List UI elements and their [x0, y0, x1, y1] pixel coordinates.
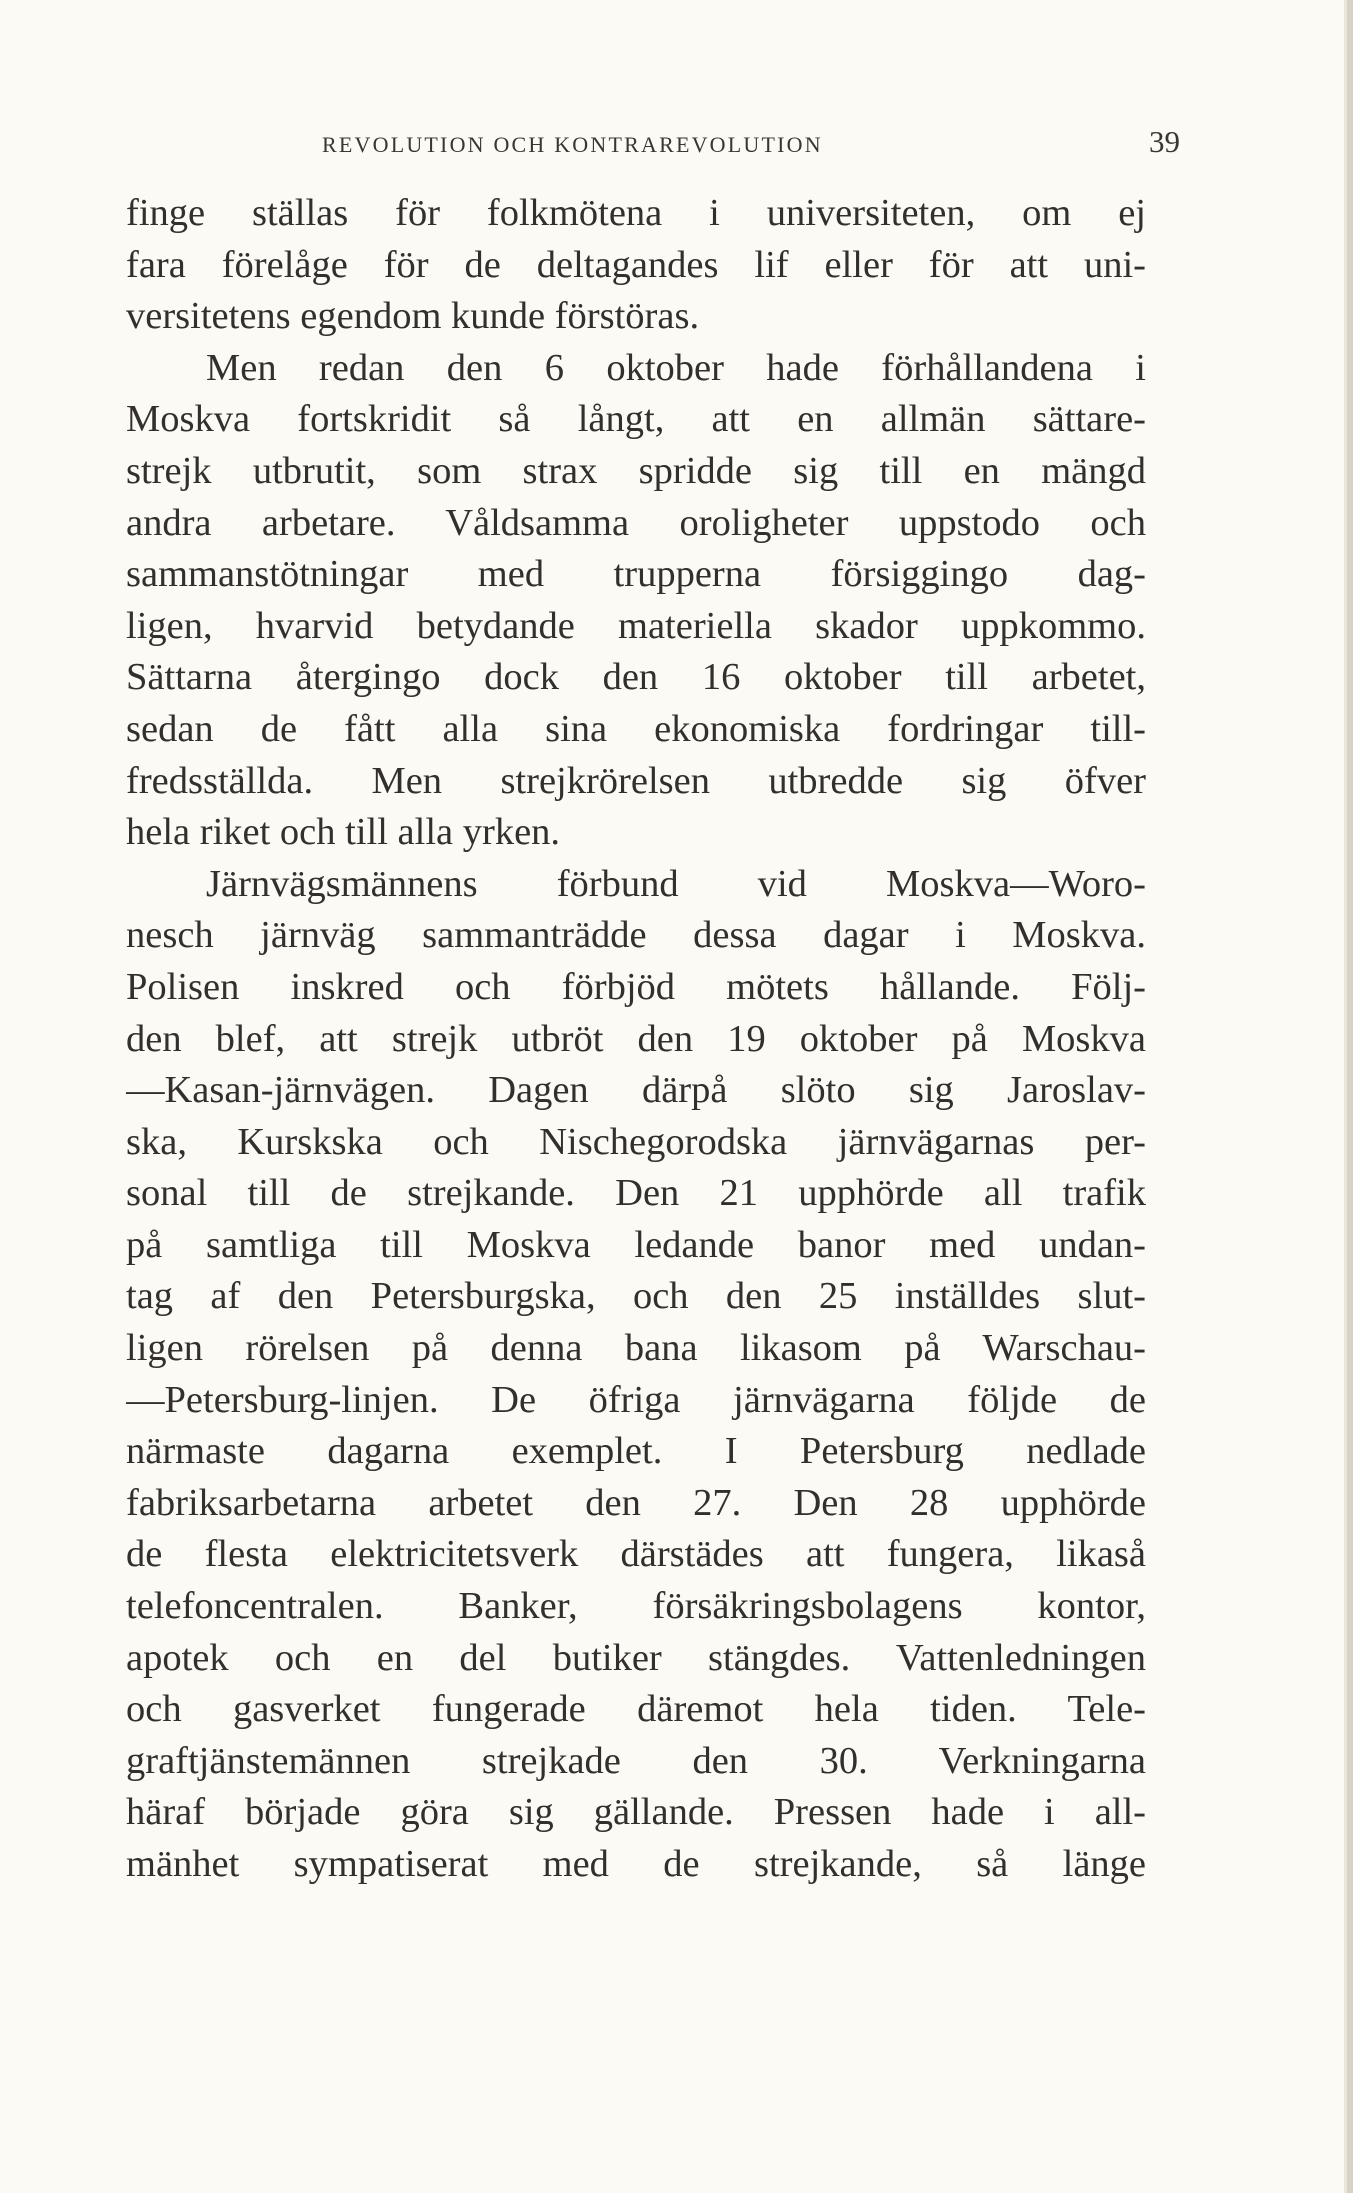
text-line: graftjänstemännen strejkade den 30. Verkningarna — [126, 1739, 1146, 1782]
text-line: fredsställda. Men strejkrörelsen utbredde sig öfver — [126, 759, 1146, 802]
text-line: den blef, att strejk utbröt den 19 oktober på Moskva — [126, 1017, 1146, 1060]
text-line: och gasverket fungerade däremot hela tiden. Tele- — [126, 1688, 1146, 1731]
text-line: Järnvägsmännens förbund vid Moskva—Woro- — [206, 862, 1146, 905]
paragraph-end-line: versitetens egendom kunde förstöras. — [126, 295, 700, 338]
text-line: Men redan den 6 oktober hade förhållandena i — [206, 346, 1146, 389]
text-line: Polisen inskred och förbjöd mötets hållande. Följ- — [126, 965, 1146, 1008]
text-line: mänhet sympatiserat med de strejkande, så länge — [126, 1843, 1146, 1885]
text-line: nesch järnväg sammanträdde dessa dagar i Moskva. — [126, 914, 1146, 957]
body-text — [126, 188, 1146, 1891]
text-line: sonal till de strejkande. Den 21 upphörde all trafik — [126, 1172, 1146, 1215]
text-line: —Kasan-järnvägen. Dagen därpå slöto sig Jaroslav- — [126, 1069, 1146, 1112]
page-header — [322, 124, 1202, 164]
text-line: ska, Kurskska och Nischegorodska järnvägarnas per- — [126, 1120, 1146, 1163]
text-line: ligen rörelsen på denna bana likasom på Warschau- — [126, 1327, 1146, 1370]
text-line: sammanstötningar med trupperna försiggingo dag- — [126, 553, 1146, 596]
text-line: telefoncentralen. Banker, försäkringsbolagens kontor, — [126, 1585, 1146, 1628]
text-line: strejk utbrutit, som strax spridde sig till en mängd — [126, 449, 1146, 492]
text-line: —Petersburg-linjen. De öfriga järnvägarna följde de — [126, 1378, 1146, 1421]
text-line: de flesta elektricitetsverk därstädes att fungera, likaså — [126, 1533, 1146, 1576]
text-line: apotek och en del butiker stängdes. Vattenledningen — [126, 1636, 1146, 1679]
page-edge — [1347, 0, 1353, 2193]
text-line: tag af den Petersburgska, och den 25 inställdes slut- — [126, 1275, 1146, 1318]
text-line: häraf började göra sig gällande. Pressen hade i all- — [126, 1791, 1146, 1834]
paragraph-end-line: hela riket och till alla yrken. — [126, 811, 561, 854]
text-line: finge ställas för folkmötena i universiteten, om ej — [126, 192, 1146, 234]
page-edge-shadow — [1344, 0, 1347, 2193]
text-line: Sättarna återgingo dock den 16 oktober till arbetet, — [126, 656, 1146, 699]
running-title: REVOLUTION OCH KONTRAREVOLUTION — [322, 132, 823, 157]
text-line: Moskva fortskridit så långt, att en allmän sättare- — [126, 398, 1146, 441]
page-number: 39 — [1149, 124, 1180, 159]
text-line: närmaste dagarna exemplet. I Petersburg nedlade — [126, 1430, 1146, 1473]
text-line: sedan de fått alla sina ekonomiska fordringar till- — [126, 707, 1146, 750]
text-line: andra arbetare. Våldsamma oroligheter uppstodo och — [126, 501, 1146, 544]
text-line: fabriksarbetarna arbetet den 27. Den 28 upphörde — [126, 1481, 1146, 1524]
text-line: ligen, hvarvid betydande materiella skador uppkommo. — [126, 604, 1146, 647]
text-line: på samtliga till Moskva ledande banor med undan- — [126, 1223, 1146, 1266]
text-line: fara förelåge för de deltagandes lif eller för att uni- — [126, 243, 1146, 286]
